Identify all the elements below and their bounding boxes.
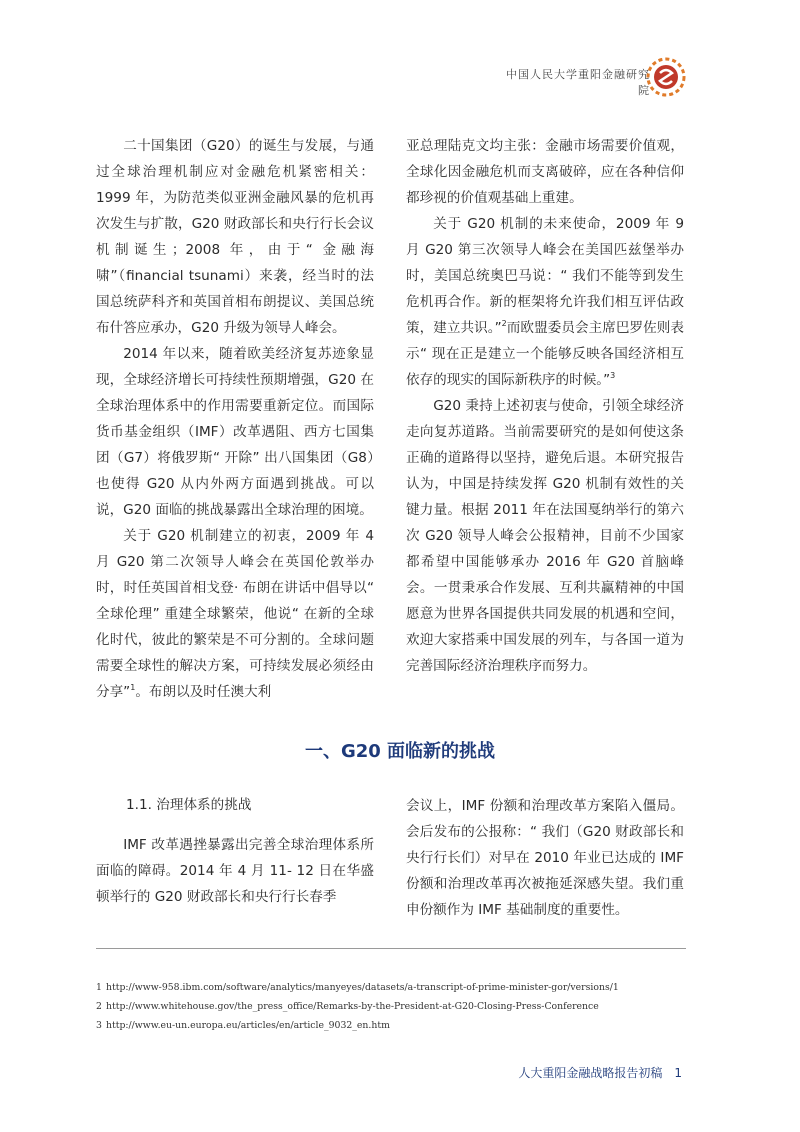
page-number: 1 xyxy=(674,1066,682,1080)
footnote-divider xyxy=(96,948,686,949)
section-paragraph-1-continued: 会议上，IMF 份额和治理改革方案陷入僵局。会后发布的公报称：“ 我们（G20 财政部长和央行行长们）对早在 2010 年业已达成的 IMF 份额和治理改革再次被拖延深感失望。我们重申份额作为 IMF 基础制度的重要性。 xyxy=(406,798,684,918)
page-footer xyxy=(518,1064,682,1081)
footnote-link[interactable]: http://www.whitehouse.gov/the_press_office/Remarks-by-the-President-at-G20-Closing-Press-Conference xyxy=(106,1001,599,1012)
intro-right-column xyxy=(406,133,684,679)
intro-paragraph-2: 2014 年以来，随着欧美经济复苏迹象显现，全球经济增长可持续性预期增强，G20 在全球治理体系中的作用需要重新定位。而国际货币基金组织（IMF）改革遇阻、西方七国集团（G7）将俄罗斯“ 开除” 出八国集团（G8）也使得 G20 从内外两方面遇到挑战。可以说，G20 面临的挑战暴露出全球治理的困境。 xyxy=(96,346,374,518)
header-institute-name: 中国人民大学重阳金融研究院 xyxy=(506,68,650,97)
footnote-ref-2[interactable]: 2 xyxy=(501,319,507,328)
intro-paragraph-1: 二十国集团（G20）的诞生与发展，与通过全球治理机制应对金融危机紧密相关：1999 年，为防范类似亚洲金融风暴的危机再次发生与扩散，G20 财政部长和央行行长会议机制诞生；2008 年，由于“ 金融海啸”（financial tsunami）来袭，经当时的法国总统萨科齐和英国首相布朗提议、美国总统布什答应承办，G20 升级为领导人峰会。 xyxy=(96,138,374,336)
intro-paragraph-3-continued: 亚总理陆克文均主张：金融市场需要价值观，全球化因金融危机而支离破碎，应在各种信仰都珍视的价值观基础上重建。 xyxy=(406,138,684,206)
footnote-link[interactable]: http://www-958.ibm.com/software/analytics/manyeyes/datasets/a-transcript-of-prime-minister-gor/versions/1 xyxy=(106,982,619,993)
institute-logo xyxy=(645,56,687,98)
intro-paragraph-5: G20 秉持上述初衷与使命，引领全球经济走向复苏道路。当前需要研究的是如何使这条正确的道路得以坚持，避免后退。本研究报告认为，中国是持续发挥 G20 机制有效性的关键力量。根据 2011 年在法国戛纳举行的第六次 G20 领导人峰会公报精神，目前不少国家都希望中国能够承办 2016 年 G20 首脑峰会。一贯秉承合作发展、互利共赢精神的中国愿意为世界各国提供共同发展的机遇和空间，欢迎大家搭乘中国发展的列车，与各国一道为完善国际经济治理秩序而努力。 xyxy=(406,398,684,674)
footnotes xyxy=(96,982,696,1039)
footnote-1: 1 http://www-958.ibm.com/software/analytics/manyeyes/datasets/a-transcript-of-prime-minister-gor/versions/1 xyxy=(96,982,619,993)
section-paragraph-1: IMF 改革遇挫暴露出完善全球治理体系所面临的障碍。2014 年 4 月 11- 12 日在华盛顿举行的 G20 财政部长和央行行长春季 xyxy=(96,837,374,905)
footnote-3: 3 http://www.eu-un.europa.eu/articles/en/article_9032_en.htm xyxy=(96,1020,390,1031)
intro-left-column xyxy=(96,133,374,705)
intro-paragraph-3: 关于 G20 机制建立的初衷，2009 年 4 月 G20 第二次领导人峰会在英国伦敦举办时，时任英国首相戈登· 布朗在讲话中倡导以“ 全球伦理” 重建全球繁荣，他说“ 在新的全球化时代，彼此的繁荣是不可分割的。全球问题需要全球性的解决方案，可持续发展必须经由分享”$^1$。布朗以及时任澳大利 xyxy=(96,528,374,700)
footnote-ref-1[interactable]: 1 xyxy=(130,683,136,692)
section-right-column xyxy=(406,793,684,923)
footnote-link[interactable]: http://www.eu-un.europa.eu/articles/en/article_9032_en.htm xyxy=(106,1020,390,1031)
section-left-column xyxy=(96,832,374,910)
footnote-2: 2 http://www.whitehouse.gov/the_press_office/Remarks-by-the-President-at-G20-Closing-Press-Conference xyxy=(96,1001,599,1012)
footnote-ref-3[interactable]: 3 xyxy=(610,371,616,380)
footer-report-title: 人大重阳金融战略报告初稿 xyxy=(518,1066,663,1080)
subsection-title: 1.1. 治理体系的挑战 xyxy=(126,797,252,813)
intro-paragraph-4: 关于 G20 机制的未来使命，2009 年 9 月 G20 第三次领导人峰会在美国匹兹堡举办时，美国总统奥巴马说：“ 我们不能等到发生危机再合作。新的框架将允许我们相互评估政策，建立共识。”$^2$而欧盟委员会主席巴罗佐则表示“ 现在正是建立一个能够反映各国经济相互依存的现实的国际新秩序的时候。”$^3$ xyxy=(406,216,684,388)
section-title: 一、G20 面临新的挑战 xyxy=(304,741,496,762)
